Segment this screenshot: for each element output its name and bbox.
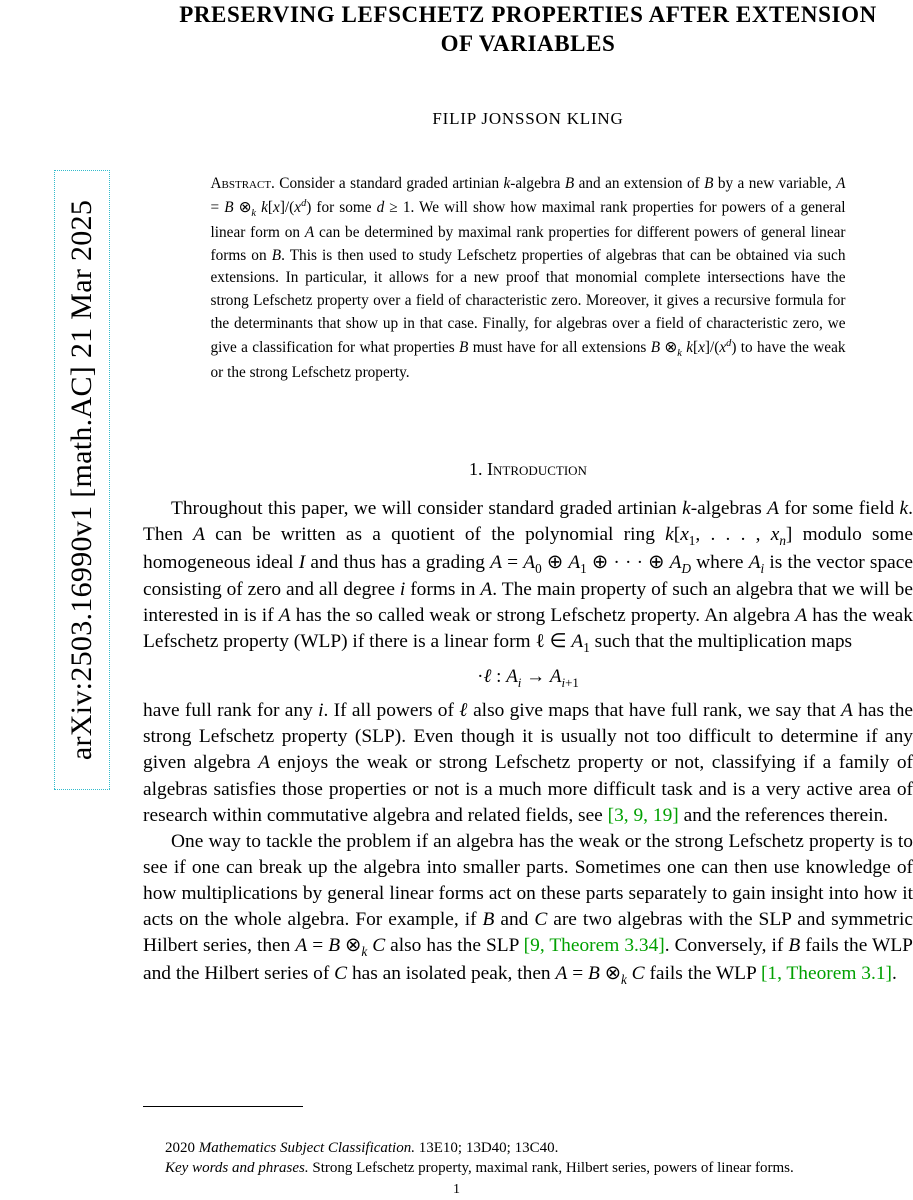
p2-segment-f: and the references therein. <box>678 804 889 826</box>
citation-link-1-theorem[interactable]: [1, Theorem 3.1] <box>760 962 892 984</box>
section-title-text: Introduction <box>487 458 587 479</box>
title-line-2: OF VARIABLES <box>440 31 616 57</box>
p3-segment-g: has an isolated peak, then <box>347 962 556 984</box>
p3-segment-c: are two algebras with the SLP and symmetric Hilbert series, then <box>143 908 913 957</box>
p1-segment-n: such that the multiplication maps <box>589 631 853 653</box>
citation-link-9-theorem[interactable]: [9, Theorem 3.34] <box>523 935 665 957</box>
abstract-block <box>211 173 846 385</box>
section-heading <box>143 459 913 480</box>
p2-segment-c: also give maps that have full rank, we say that <box>467 700 842 722</box>
title-line-1: PRESERVING LEFSCHETZ PROPERTIES AFTER EXTENSION <box>179 2 877 27</box>
p1-segment-b: -algebras <box>690 497 768 519</box>
footnote-msc <box>143 1138 913 1158</box>
p3-segment-f: fails the WLP and the Hilbert series of <box>143 935 913 984</box>
p1-segment-a: Throughout this paper, we will consider standard graded artinian <box>171 497 683 519</box>
p2-segment-e: enjoys the weak or strong Lefschetz property or not, classifying if a family of algebras satisfies those properties or not is a much more difficult task and is a very active area of research within commutative algebra and related fields, see <box>143 752 913 826</box>
p1-segment-k: . The main property of such an algebra that we will be interested in is if <box>143 579 913 627</box>
p3-segment-i: . <box>891 962 897 984</box>
p2-segment-a: have full rank for any <box>143 700 319 722</box>
footnote-keywords <box>143 1158 913 1178</box>
paragraph-2: have full rank for any i. If all powers of ℓ also give maps that have full rank, we say that A has the strong Lefschetz property (SLP). Even though it is usually not too difficult to determine if any given algebra A enjoys the weak or strong Lefschetz property or not, classifying if a family of algebras satisfies those properties or not is a much more difficult task and is a very active area of research within commutative algebra and related fields, see [3, 9, 19] and the references therein. <box>143 700 913 826</box>
p3-segment-a: One way to tackle the problem if an algebra has the weak or the strong Lefschetz property is to see if one can break up the algebra into smaller parts. Sometimes one can then use knowledge of how multiplications by general linear forms act on these parts separately to gain insight into how it acts on the whole algebra. For example, if <box>143 830 913 930</box>
page-title <box>143 0 913 59</box>
p1-segment-g: and thus has a grading <box>305 551 491 573</box>
p1-segment-f: modulo some homogeneous ideal <box>143 524 913 573</box>
p3-segment-h: fails the WLP <box>644 962 761 984</box>
msc-codes: 13E10; 13D40; 13C40. <box>414 1139 559 1156</box>
p2-segment-d: has the strong Lefschetz property (SLP). Even though it is usually not too difficult to determine if any given algebra <box>143 700 913 774</box>
p2-segment-b: . If all powers of <box>323 700 460 722</box>
paper-content <box>143 0 913 1200</box>
p1-segment-m: has the weak Lefschetz property (WLP) if there is a linear form <box>143 605 913 653</box>
paragraph-3: One way to tackle the problem if an algebra has the weak or the strong Lefschetz property is to see if one can break up the algebra into smaller parts. Sometimes one can then use knowledge of how multiplications by general linear forms act on these parts separately to gain insight into how it acts on the whole algebra. For example, if B and C are two algebras with the SLP and symmetric Hilbert series, then A = B $\otimes_k$ C also has the SLP [9, Theorem 3.34]. Conversely, if B fails the WLP and the Hilbert series of C has an isolated peak, then A = B $\otimes_k$ C fails the WLP [1, Theorem 3.1]. <box>143 830 913 987</box>
p1-segment-d: . Then <box>143 497 913 546</box>
p3-segment-d: also has the SLP <box>385 935 524 957</box>
keywords-label: Key words and phrases. <box>165 1159 309 1176</box>
author-name: FILIP JONSSON KLING <box>432 108 624 128</box>
p3-segment-b: and <box>494 908 535 930</box>
footnote-block <box>143 1138 913 1179</box>
p1-segment-h: where <box>690 551 749 573</box>
arxiv-identifier-stamp: arXiv:2503.16990v1 [math.AC] 21 Mar 2025 <box>54 170 110 790</box>
footnote-rule <box>143 1106 303 1107</box>
abstract-heading: Abstract. <box>210 174 275 192</box>
p1-segment-e: can be written as a quotient of the polynomial ring <box>204 524 666 546</box>
keywords-value: Strong Lefschetz property, maximal rank, Hilbert series, powers of linear forms. <box>308 1159 794 1176</box>
p1-segment-j: forms in <box>405 579 481 601</box>
section-number: 1. <box>469 458 483 479</box>
p1-segment-i: is the vector space consisting of zero and all degree <box>143 551 913 601</box>
body-text <box>143 496 913 988</box>
msc-label: Mathematics Subject Classification. <box>198 1139 415 1156</box>
display-equation-1: ·ℓ : $A_i \to A_{i+1}$ <box>477 666 579 690</box>
page-number: 1 <box>453 1182 460 1197</box>
abstract-text: Consider a standard graded artinian k-algebra B and an extension of B by a new variable, A = B $\otimes_k$ $k[x]/(x^d)$ for some d ≥ 1. We will show how maximal rank properties for powers of a general linear form on A can be determined by maximal rank properties for different powers of general linear forms on B. This is then used to study Lefschetz properties of algebras that can be obtained via such extensions. In particular, it allows for a new proof that monomial complete intersections have the strong Lefschetz property over a field of characteristic zero. Moreover, it gives a recursive formula for the determinants that show up in that case. Finally, for algebras over a field of characteristic zero, we give a classification for what properties B must have for all extensions B $\otimes_k$ $k[x]/(x^d)$ to have the weak or the strong Lefschetz property. <box>210 174 846 381</box>
citation-link-3-9-19[interactable]: [3, 9, 19] <box>607 804 679 826</box>
p1-segment-c: for some field <box>779 497 900 519</box>
msc-year: 2020 <box>165 1139 195 1156</box>
p1-segment-l: has the so called weak or strong Lefschetz property. An algebra <box>290 605 796 627</box>
paragraph-1: Throughout this paper, we will consider standard graded artinian k-algebras A for some field k. Then A can be written as a quotient of the polynomial ring $k[x_1$, . . . , $x_n$] modulo some homogeneous ideal I and thus has a grading $A = A_0$ ⊕ $A_1$ ⊕ · · · ⊕ $A_D$ where $A_i$ is the vector space consisting of zero and all degree i forms in A. The main property of such an algebra that we will be interested in is if A has the so called weak or strong Lefschetz property. An algebra A has the weak Lefschetz property (WLP) if there is a linear form ℓ ∈ $A_1$ such that the multiplication maps <box>143 497 913 656</box>
p3-segment-e: . Conversely, if <box>664 935 789 957</box>
